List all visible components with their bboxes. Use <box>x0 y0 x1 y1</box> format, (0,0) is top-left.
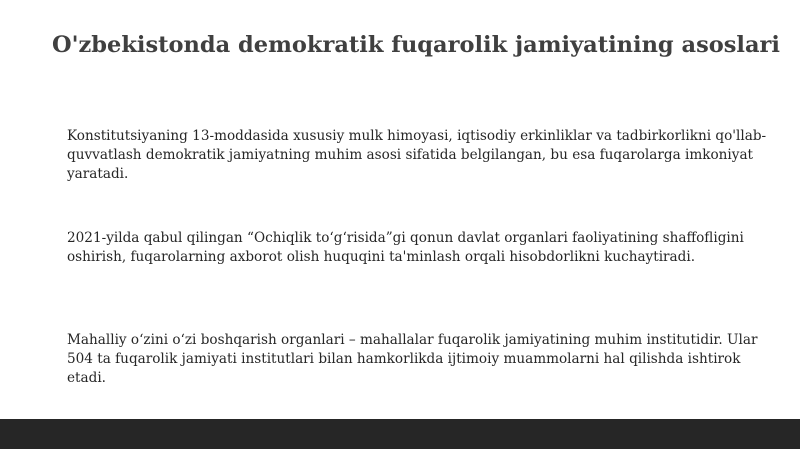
paragraph-mahalla: Mahalliy o‘zini o‘zi boshqarish organlari – mahallalar fuqarolik jamiyatining muhim institutidir. Ular 504 ta fuqarolik jamiyati institutlari bilan hamkorlikda ijtimoiy muammolarni hal qilishda ishtirok etadi. <box>67 332 758 386</box>
paragraph-constitution: Konstitutsiyaning 13-moddasida xususiy mulk himoyasi, iqtisodiy erkinliklar va tadbirkorlikni qo'llab-quvvatlash demokratik jamiyatning muhim asosi sifatida belgilangan, bu esa fuqarolarga imkoniyat yaratadi. <box>67 128 767 182</box>
footer-bar <box>0 419 800 449</box>
paragraph-openness-law: 2021-yilda qabul qilingan “Ochiqlik to‘g‘risida”gi qonun davlat organlari faoliyatining shaffofligini oshirish, fuqarolarning axborot olish huquqini ta'minlash orqali hisobdorlikni kuchaytiradi. <box>67 230 744 265</box>
slide-title: O'zbekistonda demokratik fuqarolik jamiyatining asoslari <box>52 32 780 58</box>
